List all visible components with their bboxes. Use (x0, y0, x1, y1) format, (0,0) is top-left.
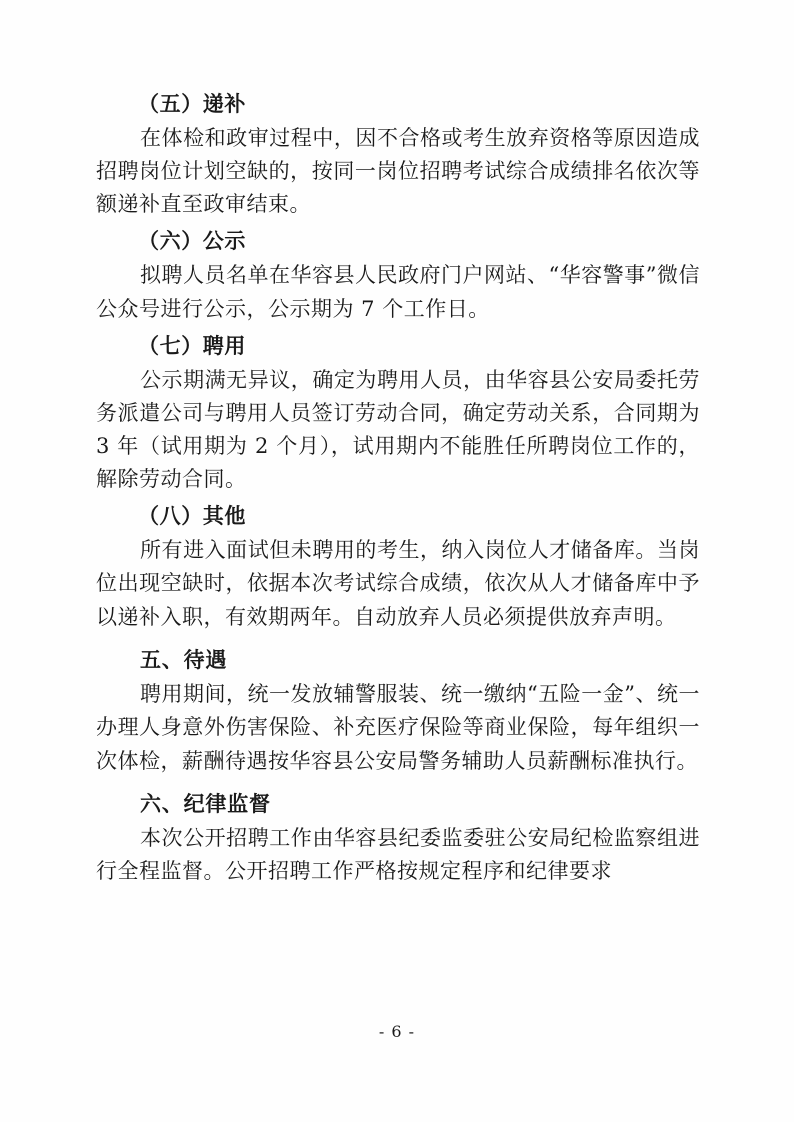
paragraph-text: 本次公开招聘工作由华容县纪委监委驻公安局纪检监察组进行全程监督。公开招聘工作严格按规定程序和纪律要求 (96, 826, 700, 884)
paragraph-text: 在体检和政审过程中，因不合格或考生放弃资格等原因造成招聘岗位计划空缺的，按同一岗位招聘考试综合成绩排名依次等额递补直至政审结束。 (96, 125, 700, 217)
section-dai-yu (96, 644, 700, 778)
subsection-gong-shi (96, 225, 700, 325)
paragraph-text: 拟聘人员名单在华容县人民政府门户网站、“华容警事”微信公众号进行公示，公示期为 7 个工作日。 (96, 263, 700, 321)
document-body (96, 88, 700, 893)
page-number: - 6 - (378, 1022, 416, 1041)
paragraph-text: 公示期满无异议，确定为聘用人员，由华容县公安局委托劳务派遣公司与聘用人员签订劳动合同，确定劳动关系，合同期为 3 年（试用期为 2 个月），试用期内不能胜任所聘岗位工作的，解除劳动合同。 (96, 367, 700, 492)
subsection-pin-yong (96, 330, 700, 497)
paragraph-text: 聘用期间，统一发放辅警服装、统一缴纳“五险一金”、统一办理人身意外伤害保险、补充医疗保险等商业保险，每年组织一次体检，薪酬待遇按华容县公安局警务辅助人员薪酬标准执行。 (96, 682, 700, 773)
subsection-heading: （六）公示 (138, 228, 246, 254)
subsection-qi-ta (96, 500, 700, 633)
subsection-heading: （七）聘用 (138, 332, 246, 358)
section-heading: 五、待遇 (140, 646, 228, 672)
subsection-heading: （五）递补 (138, 91, 246, 116)
section-heading: 六、纪律监督 (140, 790, 271, 816)
subsection-heading: （八）其他 (138, 503, 246, 529)
section-ji-lv-jian-du (96, 788, 700, 889)
subsection-di-bu (96, 88, 700, 221)
paragraph-text: 所有进入面试但未聘用的考生，纳入岗位人才储备库。当岗位出现空缺时，依据本次考试综合成绩，依次从人才储备库中予以递补入职，有效期两年。自动放弃人员必须提供放弃声明。 (96, 538, 700, 629)
